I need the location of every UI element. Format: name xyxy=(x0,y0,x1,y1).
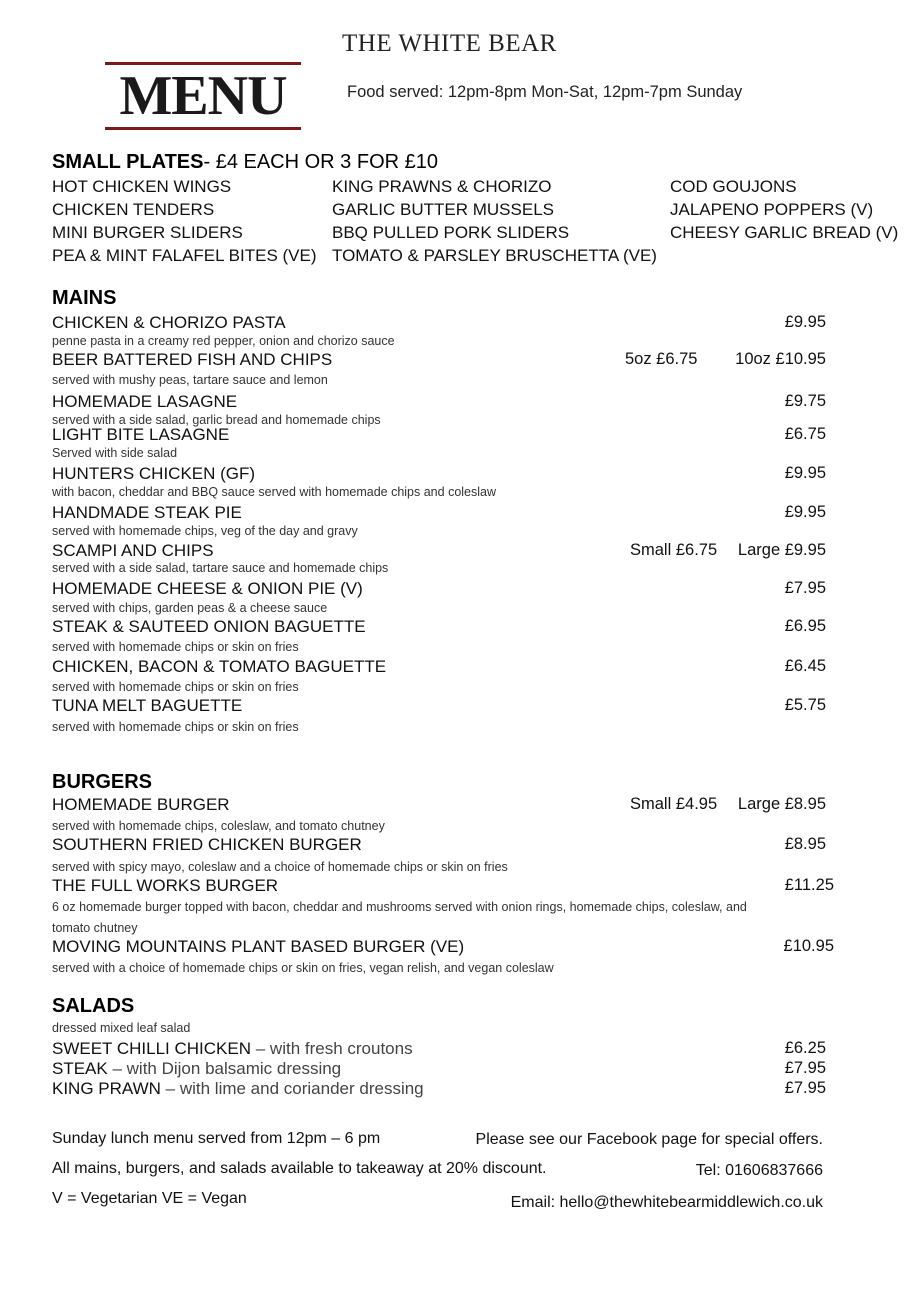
salad-item-detail: – with fresh croutons xyxy=(251,1039,413,1058)
menu-item-name: CHICKEN, BACON & TOMATO BAGUETTE xyxy=(52,657,387,676)
menu-item-desc: served with mushy peas, tartare sauce and lemon xyxy=(52,373,328,387)
menu-item-price: Large £8.95 xyxy=(737,795,826,813)
menu-item-desc: served with spicy mayo, coleslaw and a choice of homemade chips or skin on fries xyxy=(52,860,508,874)
menu-item-price-small: Small £6.75 xyxy=(630,541,718,559)
menu-logo-text: MENU xyxy=(119,65,287,127)
salad-item-name: KING PRAWN xyxy=(52,1079,161,1098)
salad-item xyxy=(52,1079,424,1099)
menu-item-desc: served with chips, garden peas & a cheese sauce xyxy=(52,601,328,615)
small-plate-item: COD GOUJONS xyxy=(670,177,797,196)
menu-item-name: HOMEMADE LASAGNE xyxy=(52,392,238,411)
serving-times: Food served: 12pm-8pm Mon-Sat, 12pm-7pm Sunday xyxy=(347,83,743,101)
small-plate-item: TOMATO & PARSLEY BRUSCHETTA (VE) xyxy=(332,246,657,265)
salad-item-price: £7.95 xyxy=(784,1059,826,1077)
menu-item-price: £9.75 xyxy=(784,392,826,410)
small-plates-title: SMALL PLATES xyxy=(52,151,204,173)
small-plate-item: CHICKEN TENDERS xyxy=(52,200,215,219)
menu-item-name: SOUTHERN FRIED CHICKEN BURGER xyxy=(52,835,362,854)
menu-item-desc: penne pasta in a creamy red pepper, onion and chorizo sauce xyxy=(52,334,395,348)
menu-item-price: £11.25 xyxy=(784,876,834,894)
menu-item-price: £6.45 xyxy=(784,657,826,675)
menu-item-name: STEAK & SAUTEED ONION BAGUETTE xyxy=(52,617,366,636)
menu-item-desc: served with homemade chips or skin on fries xyxy=(52,720,299,734)
sunday-lunch-note: Sunday lunch menu served from 12pm – 6 pm xyxy=(52,1130,381,1147)
salad-item-price: £6.25 xyxy=(784,1039,826,1057)
small-plate-item: BBQ PULLED PORK SLIDERS xyxy=(332,223,570,242)
menu-item-price-small: Small £4.95 xyxy=(630,795,718,813)
menu-item-price: £10.95 xyxy=(783,937,834,955)
menu-item-name: SCAMPI AND CHIPS xyxy=(52,541,214,560)
menu-item-name: BEER BATTERED FISH AND CHIPS xyxy=(52,350,333,369)
takeaway-note: All mains, burgers, and salads available to takeaway at 20% discount. xyxy=(52,1160,547,1177)
menu-item-price: £9.95 xyxy=(784,313,826,331)
menu-item-desc: served with a side salad, garlic bread and homemade chips xyxy=(52,413,381,427)
menu-item-price: £9.95 xyxy=(784,464,826,482)
menu-item-name: MOVING MOUNTAINS PLANT BASED BURGER (VE) xyxy=(52,937,465,956)
salad-item-name: SWEET CHILLI CHICKEN xyxy=(52,1039,252,1058)
salad-item-name: STEAK xyxy=(52,1059,108,1078)
menu-item-price: Large £9.95 xyxy=(737,541,826,559)
menu-item-name: CHICKEN & CHORIZO PASTA xyxy=(52,313,286,332)
burgers-title: BURGERS xyxy=(52,771,153,793)
menu-item-price: £6.95 xyxy=(784,617,826,635)
menu-item-desc: Served with side salad xyxy=(52,446,178,460)
menu-item-name: LIGHT BITE LASAGNE xyxy=(52,425,230,444)
telephone: Tel: 01606837666 xyxy=(695,1162,823,1179)
small-plate-item: CHEESY GARLIC BREAD (V) xyxy=(670,223,899,242)
menu-item-price: £6.75 xyxy=(784,425,826,443)
menu-item-price: £9.95 xyxy=(784,503,826,521)
menu-item-name: HUNTERS CHICKEN (GF) xyxy=(52,464,256,483)
small-plate-item: PEA & MINT FALAFEL BITES (VE) xyxy=(52,246,317,265)
menu-item-desc: served with homemade chips, veg of the day and gravy xyxy=(52,524,358,538)
small-plate-item: HOT CHICKEN WINGS xyxy=(52,177,232,196)
menu-item-name: TUNA MELT BAGUETTE xyxy=(52,696,243,715)
salad-item xyxy=(52,1039,413,1059)
small-plate-item: KING PRAWNS & CHORIZO xyxy=(332,177,552,196)
menu-item-price-small: 5oz £6.75 xyxy=(625,350,698,368)
salad-item xyxy=(52,1059,341,1079)
menu-item-desc-continued: tomato chutney xyxy=(52,921,138,935)
menu-item-desc: 6 oz homemade burger topped with bacon, cheddar and mushrooms served with onion rings, homemade chips, coleslaw, and xyxy=(52,900,747,914)
menu-item-desc: with bacon, cheddar and BBQ sauce served with homemade chips and coleslaw xyxy=(52,485,497,499)
small-plates-offer: - £4 EACH OR 3 FOR £10 xyxy=(203,151,439,173)
small-plate-item: JALAPENO POPPERS (V) xyxy=(670,200,874,219)
menu-item-desc: served with a side salad, tartare sauce and homemade chips xyxy=(52,561,389,575)
menu-item-name: THE FULL WORKS BURGER xyxy=(52,876,279,895)
mains-title: MAINS xyxy=(52,287,117,309)
menu-item-price: 10oz £10.95 xyxy=(735,350,826,368)
pub-name: THE WHITE BEAR xyxy=(342,30,557,57)
menu-logo xyxy=(105,62,301,130)
salad-item-price: £7.95 xyxy=(784,1079,826,1097)
menu-item-desc: served with homemade chips or skin on fries xyxy=(52,640,299,654)
menu-item-name: HANDMADE STEAK PIE xyxy=(52,503,242,522)
salads-subtitle: dressed mixed leaf salad xyxy=(52,1021,191,1035)
menu-item-name: HOMEMADE BURGER xyxy=(52,795,230,814)
menu-item-name: HOMEMADE CHEESE & ONION PIE (V) xyxy=(52,579,363,598)
menu-item-desc: served with homemade chips, coleslaw, and tomato chutney xyxy=(52,819,385,833)
facebook-note: Please see our Facebook page for special offers. xyxy=(475,1131,823,1148)
salad-item-detail: – with Dijon balsamic dressing xyxy=(107,1059,342,1078)
menu-item-price: £8.95 xyxy=(784,835,826,853)
menu-item-price: £5.75 xyxy=(784,696,826,714)
small-plate-item: MINI BURGER SLIDERS xyxy=(52,223,243,242)
email-address: Email: hello@thewhitebearmiddlewich.co.uk xyxy=(510,1194,823,1211)
small-plate-item: GARLIC BUTTER MUSSELS xyxy=(332,200,554,219)
dietary-key: V = Vegetarian VE = Vegan xyxy=(52,1190,247,1207)
menu-item-desc: served with a choice of homemade chips or skin on fries, vegan relish, and vegan coleslaw xyxy=(52,961,554,975)
menu-item-desc: served with homemade chips or skin on fries xyxy=(52,680,299,694)
menu-item-price: £7.95 xyxy=(784,579,826,597)
salad-item-detail: – with lime and coriander dressing xyxy=(160,1079,424,1098)
small-plates-heading xyxy=(52,151,438,174)
salads-title: SALADS xyxy=(52,995,135,1017)
